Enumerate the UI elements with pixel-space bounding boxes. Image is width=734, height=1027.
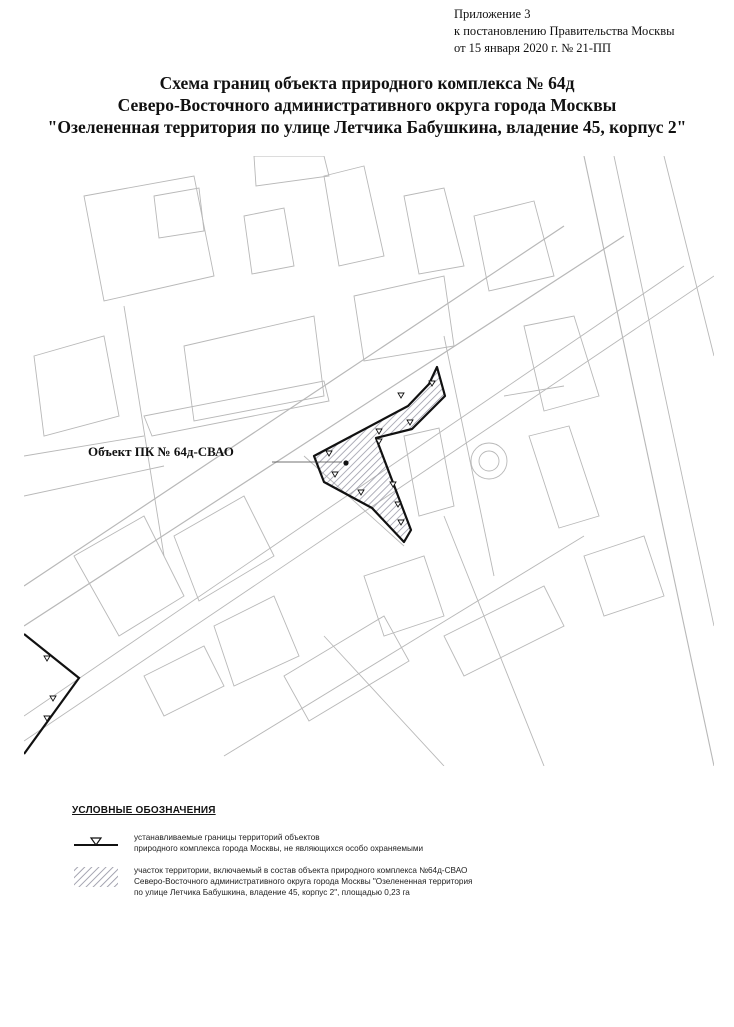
legend-text-line: участок территории, включаемый в состав объекта природного комплекса №64д-СВАО xyxy=(134,866,468,875)
map-canvas xyxy=(24,156,714,766)
appendix-line: от 15 января 2020 г. № 21-ПП xyxy=(454,41,612,55)
appendix-header xyxy=(454,6,730,57)
neighbor-boundary xyxy=(24,634,79,754)
legend-item-text xyxy=(134,865,472,898)
legend-item-text xyxy=(134,832,423,854)
title-line: Схема границ объекта природного комплекса № 64д xyxy=(159,73,575,93)
legend-text-line: природного комплекса города Москвы, не являющихся особо охраняемыми xyxy=(134,844,424,853)
legend-text-line: по улице Летчика Бабушкина, владение 45, корпус 2", площадью 0,23 га xyxy=(134,888,410,897)
object-label: Объект ПК № 64д-СВАО xyxy=(88,444,234,459)
legend xyxy=(72,805,672,897)
legend-text-line: Северо-Восточного административного округа города Москвы "Озелененная территория xyxy=(134,877,473,886)
legend-text-line: устанавливаемые границы территорий объектов xyxy=(134,833,320,842)
appendix-line: Приложение 3 xyxy=(454,7,531,21)
site-map xyxy=(24,156,714,766)
title-line: Северо-Восточного административного округа города Москвы xyxy=(117,95,617,115)
title-line: "Озелененная территория по улице Летчика Бабушкина, владение 45, корпус 2" xyxy=(47,117,687,137)
hatched-area-icon xyxy=(72,865,120,891)
object-boundary xyxy=(314,367,445,542)
boundary-line-icon xyxy=(72,832,120,852)
legend-title: УСЛОВНЫЕ ОБОЗНАЧЕНИЯ xyxy=(72,805,216,816)
appendix-line: к постановлению Правительства Москвы xyxy=(454,24,675,38)
document-title xyxy=(0,72,734,138)
